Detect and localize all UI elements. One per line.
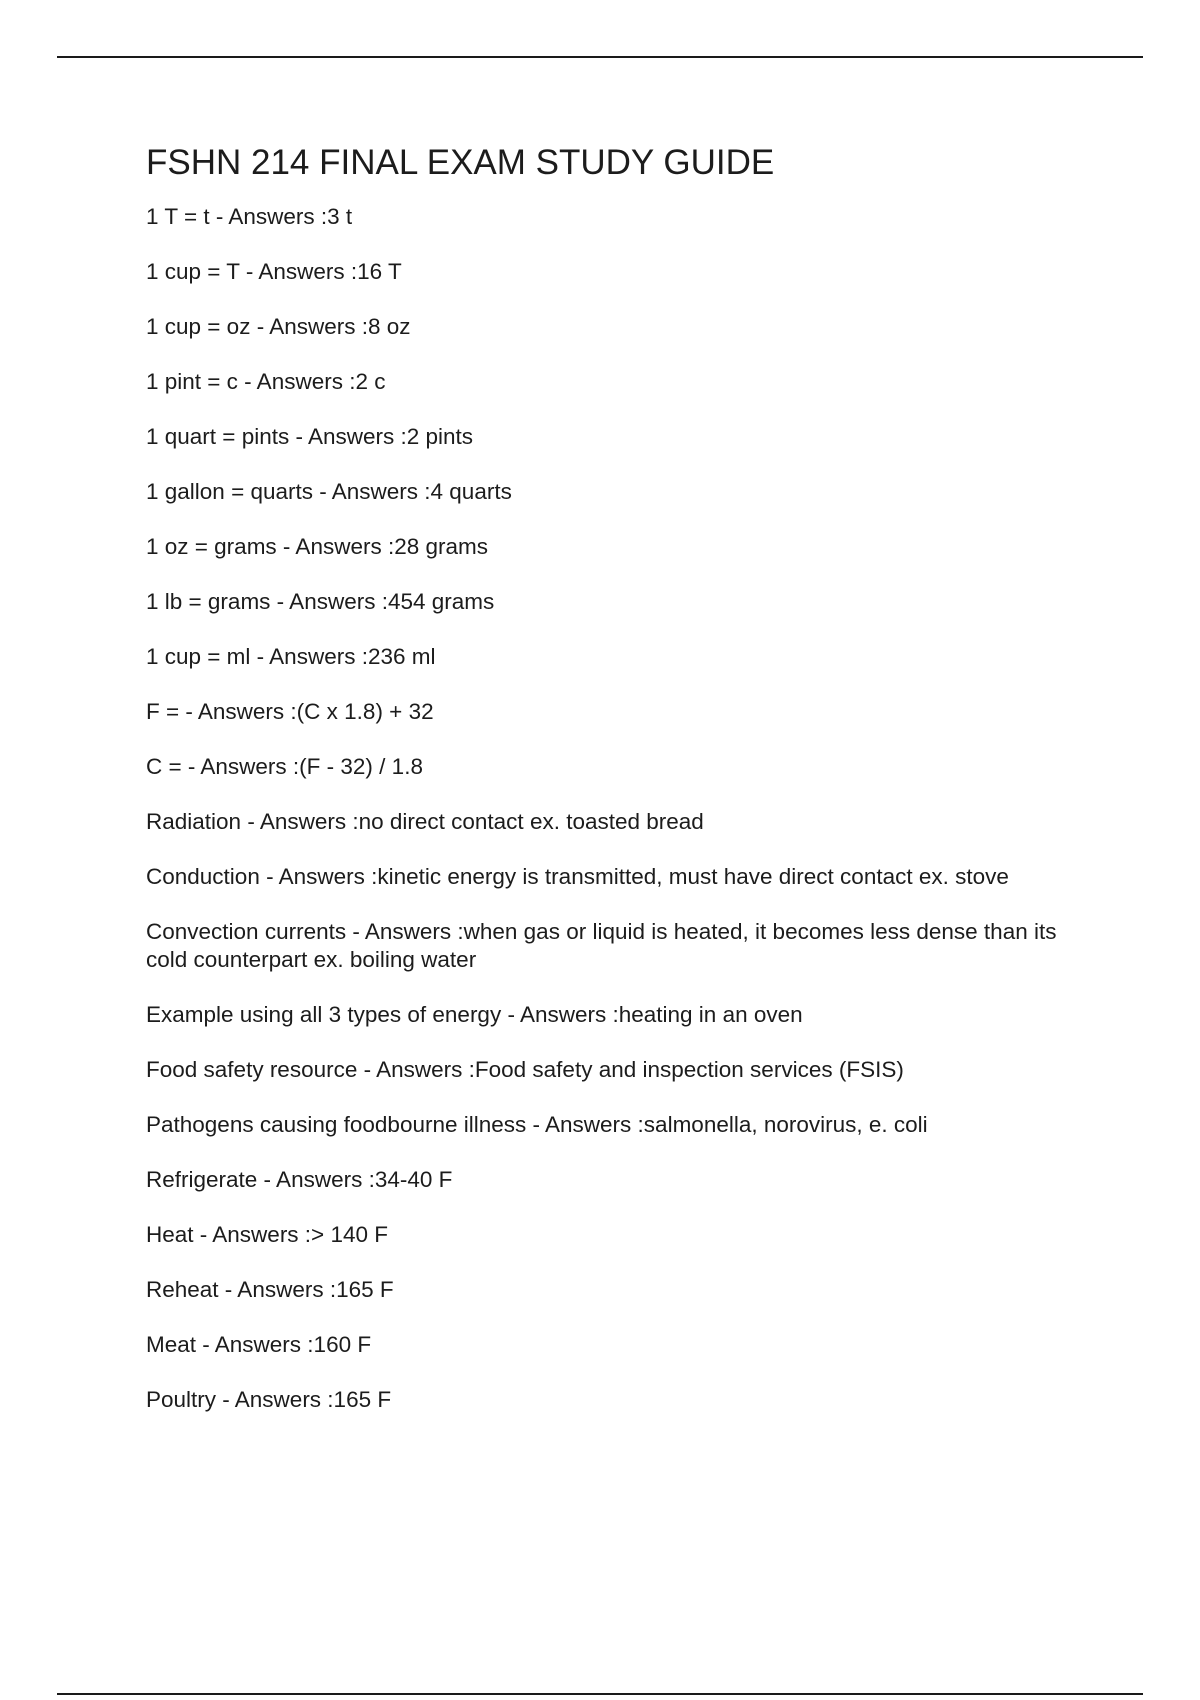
qa-item: 1 cup = oz - Answers :8 oz: [146, 314, 411, 339]
qa-item: Heat - Answers :> 140 F: [146, 1222, 388, 1247]
top-divider: [57, 56, 1143, 58]
qa-item: 1 cup = ml - Answers :236 ml: [146, 644, 436, 669]
qa-item: Example using all 3 types of energy - Answers :heating in an oven: [146, 1002, 803, 1027]
qa-item: 1 T = t - Answers :3 t: [146, 204, 353, 229]
qa-item: Refrigerate - Answers :34-40 F: [146, 1167, 453, 1192]
qa-item: 1 pint = c - Answers :2 c: [146, 369, 386, 394]
document-body: [146, 140, 1086, 1441]
qa-item: 1 lb = grams - Answers :454 grams: [146, 589, 495, 614]
qa-item: Reheat - Answers :165 F: [146, 1277, 394, 1302]
qa-item: Pathogens causing foodbourne illness - Answers :salmonella, norovirus, e. coli: [146, 1112, 928, 1137]
qa-item: Meat - Answers :160 F: [146, 1332, 372, 1357]
qa-item: Conduction - Answers :kinetic energy is transmitted, must have direct contact ex. stove: [146, 864, 1009, 889]
qa-item: Poultry - Answers :165 F: [146, 1387, 392, 1412]
document-title: FSHN 214 FINAL EXAM STUDY GUIDE: [146, 143, 775, 182]
qa-item: C = - Answers :(F - 32) / 1.8: [146, 754, 423, 779]
qa-item: Convection currents - Answers :when gas or liquid is heated, it becomes less dense than its cold counterpart ex. boiling water: [146, 919, 1057, 972]
qa-item: 1 cup = T - Answers :16 T: [146, 259, 402, 284]
qa-item: 1 oz = grams - Answers :28 grams: [146, 534, 489, 559]
qa-list: [146, 203, 1086, 1414]
qa-item: Radiation - Answers :no direct contact ex. toasted bread: [146, 809, 704, 834]
qa-item: 1 quart = pints - Answers :2 pints: [146, 424, 474, 449]
bottom-divider: [57, 1693, 1143, 1695]
qa-item: Food safety resource - Answers :Food safety and inspection services (FSIS): [146, 1057, 904, 1082]
qa-item: F = - Answers :(C x 1.8) + 32: [146, 699, 434, 724]
qa-item: 1 gallon = quarts - Answers :4 quarts: [146, 479, 512, 504]
